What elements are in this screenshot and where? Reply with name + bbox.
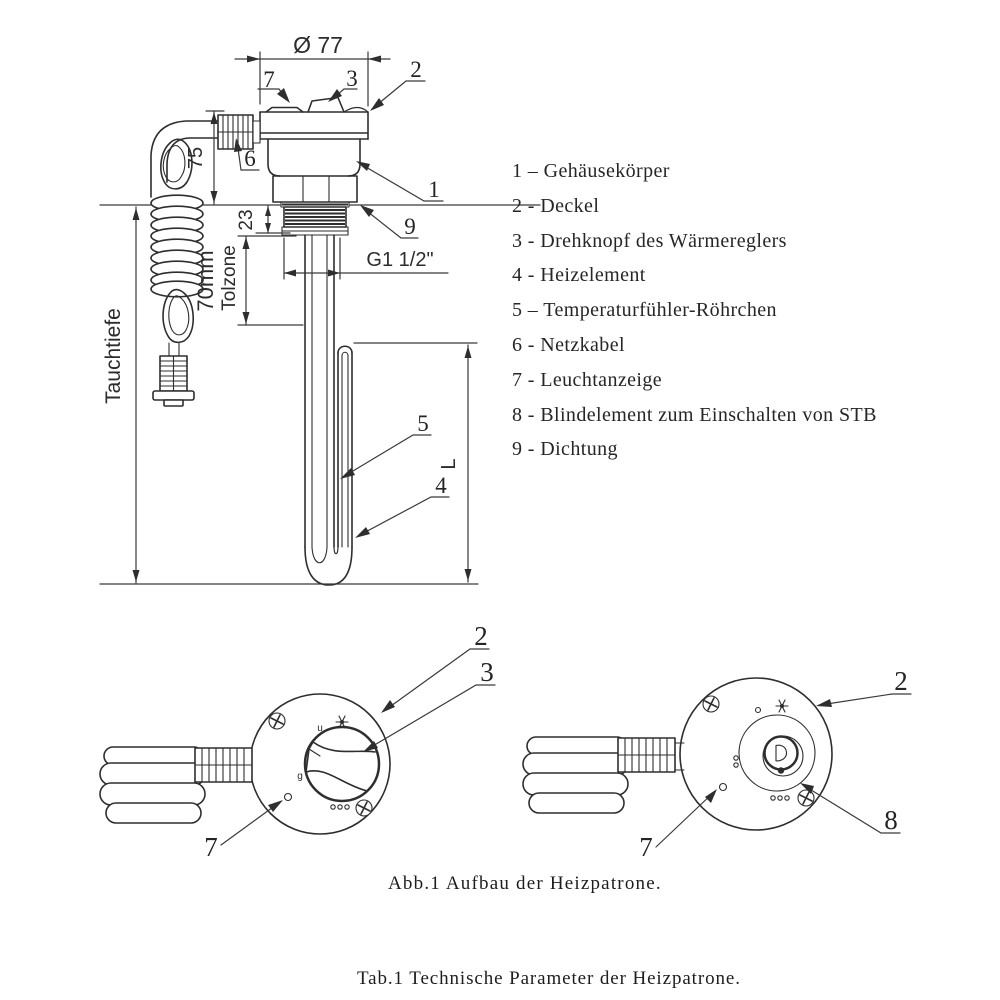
table-caption: Tab.1 Technische Parameter der Heizpatrone. bbox=[357, 968, 741, 989]
dim-75-label: 75 bbox=[185, 146, 207, 170]
screw-top-left-blind bbox=[703, 696, 719, 712]
heating-element-tube bbox=[305, 235, 352, 585]
svg-text:2: 2 bbox=[410, 57, 422, 82]
cable-gland-blind-view bbox=[618, 738, 684, 772]
svg-text:4: 4 bbox=[435, 473, 447, 498]
svg-text:5: 5 bbox=[417, 411, 429, 436]
dim-tauchtiefe bbox=[102, 207, 140, 583]
housing-body bbox=[268, 139, 360, 176]
screw-bottom-right bbox=[356, 800, 372, 816]
callout-2-blind-view bbox=[816, 666, 911, 707]
dim-23-label: 23 bbox=[236, 209, 257, 231]
legend-item-4: 4 - Heizelement bbox=[512, 264, 646, 287]
svg-text:1: 1 bbox=[428, 177, 440, 202]
blind-element bbox=[763, 736, 803, 776]
dim-tolzone bbox=[193, 236, 303, 325]
legend-item-3: 3 - Drehknopf des Wärmereglers bbox=[512, 229, 787, 252]
svg-text:7: 7 bbox=[263, 67, 275, 92]
plug-tab bbox=[164, 400, 183, 406]
screw-top-left bbox=[269, 713, 285, 729]
hex-nut bbox=[273, 176, 357, 202]
svg-text:8: 8 bbox=[884, 805, 898, 835]
dial-mark-left: g bbox=[297, 771, 303, 782]
dim-thread-size bbox=[284, 238, 448, 279]
dim-thread-size-label: G1 1/2" bbox=[366, 249, 434, 271]
dim-tolzone-mm-label: 70mm bbox=[193, 250, 218, 312]
legend-item-2: 2 - Deckel bbox=[512, 194, 600, 217]
figure-caption: Abb.1 Aufbau der Heizpatrone. bbox=[388, 873, 662, 894]
callout-9-side bbox=[360, 205, 418, 239]
side-view bbox=[100, 32, 540, 585]
svg-text:9: 9 bbox=[404, 214, 416, 239]
callout-3-side bbox=[328, 66, 358, 102]
knob-side-profile bbox=[308, 98, 344, 113]
legend-item-7: 7 - Leuchtanzeige bbox=[512, 368, 663, 391]
legend-item-5: 5 – Temperaturfühler-Röhrchen bbox=[512, 299, 777, 322]
indicator-led-blind bbox=[720, 784, 727, 791]
dim-length-label: L bbox=[438, 458, 460, 470]
cable-gland-side bbox=[218, 115, 260, 149]
callout-7-knob-view bbox=[204, 800, 283, 862]
thread-section bbox=[282, 207, 348, 235]
dim-tolzone-word-label: Tolzone bbox=[219, 245, 240, 311]
thermostat-knob bbox=[305, 727, 379, 801]
svg-text:7: 7 bbox=[639, 832, 653, 862]
callout-7-side bbox=[258, 67, 290, 103]
callout-2-knob-view bbox=[381, 621, 489, 713]
svg-text:3: 3 bbox=[480, 657, 494, 687]
cap-deckel bbox=[260, 98, 368, 140]
legend-item-1: 1 – Gehäusekörper bbox=[512, 160, 670, 182]
dim-length-l bbox=[354, 343, 477, 582]
legend-item-9: 9 - Dichtung bbox=[512, 438, 618, 461]
callout-5-side bbox=[340, 411, 431, 479]
svg-text:3: 3 bbox=[346, 66, 358, 91]
dim-diameter-77 bbox=[235, 32, 390, 106]
bottom-view-blind bbox=[523, 666, 911, 862]
bottom-view-knob bbox=[100, 621, 495, 862]
svg-text:2: 2 bbox=[474, 621, 488, 651]
plug-base bbox=[153, 391, 194, 400]
legend-item-6: 6 - Netzkabel bbox=[512, 333, 625, 356]
plug-strain-relief bbox=[160, 356, 187, 391]
dim-diameter-label: Ø 77 bbox=[293, 32, 343, 58]
callout-2-side bbox=[370, 57, 425, 111]
indicator-led bbox=[285, 794, 292, 801]
legend bbox=[512, 154, 877, 467]
stb-stud bbox=[778, 767, 784, 773]
svg-text:2: 2 bbox=[894, 666, 908, 696]
svg-text:6: 6 bbox=[244, 146, 256, 171]
legend-item-8: 8 - Blindelement zum Einschalten von STB bbox=[512, 403, 877, 426]
dial-mark-top: u bbox=[317, 723, 323, 734]
callout-4-side bbox=[355, 473, 449, 538]
cable-gland-knob-view bbox=[195, 748, 252, 782]
callout-1-side bbox=[356, 161, 443, 202]
callout-7-blind-view bbox=[639, 789, 717, 862]
dim-tauchtiefe-label: Tauchtiefe bbox=[102, 308, 125, 404]
svg-text:7: 7 bbox=[204, 832, 218, 862]
